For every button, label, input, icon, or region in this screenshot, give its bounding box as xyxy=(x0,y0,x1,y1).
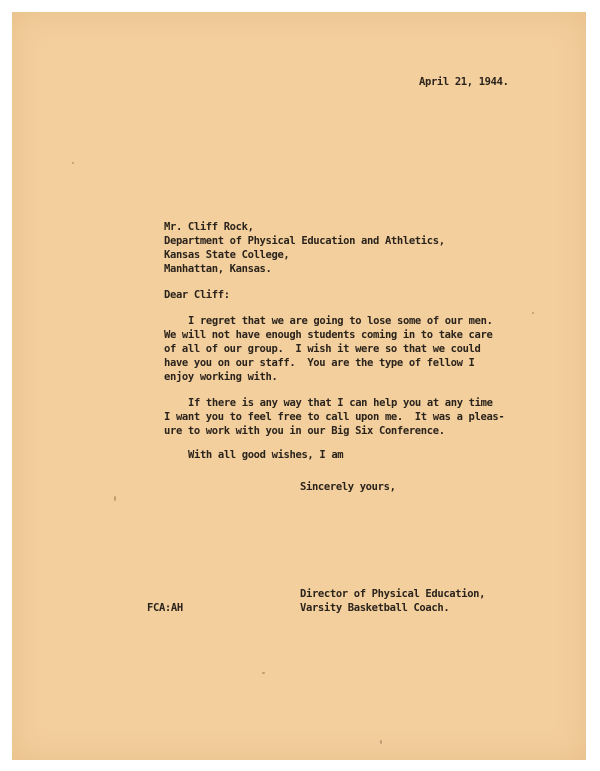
paragraph-1-line: I regret that we are going to lose some of our men. xyxy=(188,315,493,327)
paragraph-1-line: We will not have enough students coming in to take care xyxy=(164,329,493,341)
letter-date: April 21, 1944. xyxy=(419,76,509,88)
paragraph-1-line: enjoy working with. xyxy=(164,371,278,383)
signoff: Sincerely yours, xyxy=(300,481,396,493)
paragraph-1-line: have you on our staff. You are the type of fellow I xyxy=(164,357,475,369)
paper-speck xyxy=(114,496,116,501)
recipient-name: Mr. Cliff Rock, xyxy=(164,221,254,233)
recipient-city: Manhattan, Kansas. xyxy=(164,263,272,275)
paragraph-2-line: I want you to feel free to call upon me. It was a pleas- xyxy=(164,411,505,423)
paper-speck xyxy=(380,740,382,744)
recipient-department: Department of Physical Education and Athletics, xyxy=(164,235,445,247)
typist-initials: FCA:AH xyxy=(147,602,183,614)
recipient-institution: Kansas State College, xyxy=(164,249,290,261)
letter-page xyxy=(12,12,586,760)
paper-speck xyxy=(532,312,534,314)
signature-title-line: Varsity Basketball Coach. xyxy=(300,602,450,614)
paper-speck xyxy=(72,162,74,164)
paragraph-1-line: of all of our group. I wish it were so that we could xyxy=(164,343,481,355)
salutation: Dear Cliff: xyxy=(164,289,230,301)
signature-title-line: Director of Physical Education, xyxy=(300,588,486,600)
paper-speck xyxy=(262,672,265,674)
paragraph-2-line: ure to work with you in our Big Six Conference. xyxy=(164,425,445,437)
closing-line: With all good wishes, I am xyxy=(188,449,344,461)
paragraph-2-line: If there is any way that I can help you at any time xyxy=(188,397,493,409)
